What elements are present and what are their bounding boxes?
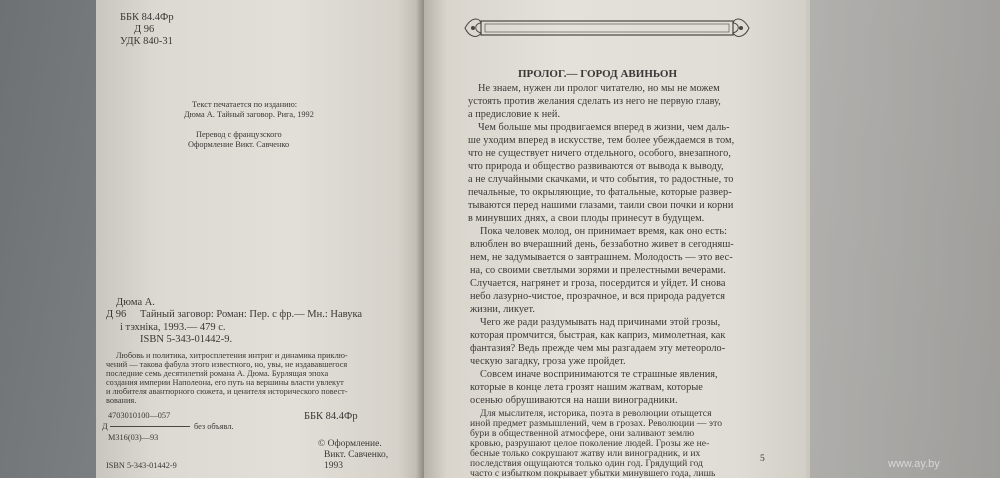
body-line: Совсем иначе воспринимаются те страшные явления, <box>480 369 718 380</box>
chapter-ornament-frame <box>461 13 753 41</box>
body-line: кровью, разрушают целое поколение людей. Грозы же не- <box>470 438 710 449</box>
body-line: фантазия? Ведь прежде чем мы разгадаем эту метеороло- <box>470 343 726 354</box>
annotation-line: вования. <box>106 396 137 405</box>
edition-note-line: Текст печатается по изданию: <box>192 100 298 109</box>
body-line: последствия ощущаются только один год. Грядущий год <box>470 458 703 469</box>
body-line: ческую загадку, гроза уже пройдет. <box>470 356 626 367</box>
body-line: Не знаем, нужен ли пролог читателю, но мы не можем <box>478 83 720 94</box>
body-line: тываются перед нашими глазами, таили свои почки и корни <box>468 200 734 211</box>
publication-code-line: М316(03)—93 <box>108 433 159 442</box>
body-line: влюблен во вчерашний день, беззаботно живет в сегодняш- <box>470 239 734 250</box>
fraction-bar <box>110 426 190 427</box>
copyright-line: © Оформление. <box>318 439 382 449</box>
annotation-line: чений — такова фабула этого известного, но, увы, не издававшегося <box>106 360 348 369</box>
annotation-line: создания империи Наполеона, его путь на вершины власти увлекут <box>106 378 344 387</box>
bbk-code-bottom: ББК 84.4Фр <box>304 411 358 422</box>
udk-code: УДК 840-31 <box>120 36 173 47</box>
d96-code-top: Д 96 <box>134 24 155 35</box>
body-line: что природа и общество развиваются от вывода к выводу, <box>468 161 724 172</box>
copyright-line: Викт. Савченко, <box>324 450 389 460</box>
translation-credit-line: Оформление Викт. Савченко <box>188 140 290 149</box>
copyright-line: 1993 <box>324 461 343 471</box>
catalog-isbn: ISBN 5-343-01442-9. <box>140 334 233 345</box>
next-page-edge <box>806 0 1000 478</box>
body-line: Для мыслителя, историка, поэта в революции отыщется <box>480 408 712 419</box>
author-heading: Дюма А. <box>116 297 155 308</box>
publication-code-prefix: Д <box>102 422 108 431</box>
body-line: Чем больше мы продвигаемся вперед в жизни, чем даль- <box>478 122 730 133</box>
page-number: 5 <box>760 454 765 464</box>
body-line: печальные, то окрыляющие, то фатальные, которые развер- <box>468 187 732 198</box>
annotation-line: последние семь десятилетий романа А. Дюма. Бурлящая эпоха <box>106 369 329 378</box>
isbn-bottom: ISBN 5-343-01442-9 <box>106 461 177 470</box>
right-page <box>424 0 810 478</box>
body-line: бесные только сокрушают жатву или виноградник, и их <box>470 448 701 459</box>
chapter-title: ПРОЛОГ.— ГОРОД АВИНЬОН <box>518 68 677 80</box>
body-line: жизни, ликует. <box>470 304 535 315</box>
body-line: Чего же ради раздумывать над причинами этой грозы, <box>480 317 721 328</box>
left-page <box>96 0 424 478</box>
body-line: что не существует ничего отдельного, особого, внезапного, <box>468 148 731 159</box>
bbk-code-top: ББК 84.4Фр <box>120 12 174 23</box>
body-line: ше уходим вперед в искусстве, тем более убеждаемся в том, <box>468 135 735 146</box>
body-line: а предисловие к ней. <box>468 109 561 120</box>
publication-code-suffix: без объявл. <box>194 422 234 431</box>
body-line: часто с избытком покрывает убытки минувшего года, лишь <box>470 468 716 478</box>
annotation-line: и любителя авантюрного сюжета, и ценителя исторического повест- <box>106 387 348 396</box>
watermark: www.ay.by <box>888 458 940 470</box>
catalog-code: Д 96 <box>106 309 127 320</box>
annotation-line: Любовь и политика, хитросплетения интриг и динамика приклю- <box>116 351 348 360</box>
translation-credit-line: Перевод с французского <box>196 130 282 139</box>
body-line: на, со своими светлыми зорями и прелестными вечерами. <box>470 265 726 276</box>
body-line: небо лазурно-чистое, прозрачное, и вся природа радуется <box>470 291 726 302</box>
body-line: в минувших днях, а свои плоды принесут в будущем. <box>468 213 705 224</box>
body-line: Случается, нагрянет и гроза, посердится и уйдет. И снова <box>470 278 726 289</box>
publication-code-line: 4703010100—057 <box>108 411 171 420</box>
body-line: иной предмет размышлений, чем в грозах. Революции — это <box>470 418 723 429</box>
body-line: нем, не задумывается о завтрашнем. Молодость — это вес- <box>470 252 733 263</box>
body-line: осенью обрушиваются на наши виноградники. <box>470 395 678 406</box>
body-line: а не случайными скачками, и что события, то радостные, то <box>468 174 734 185</box>
catalog-line: і тэхніка, 1993.— 479 с. <box>120 322 226 333</box>
body-line: устоять против желания сделать из него не первую главу, <box>468 96 721 107</box>
edition-note-line: Дюма А. Тайный заговор. Рига, 1992 <box>184 110 314 119</box>
body-line: бури в общественной атмосфере, они заливают землю <box>470 428 695 439</box>
body-line: которая промчится, быстрая, как каприз, мимолетная, как <box>470 330 726 341</box>
body-line: Пока человек молод, он принимает время, как оно есть: <box>480 226 728 237</box>
body-line: которые в конце лета грозят нашим жатвам, которые <box>470 382 703 393</box>
catalog-line: Тайный заговор: Роман: Пер. с фр.— Мн.: Навука <box>140 309 363 320</box>
